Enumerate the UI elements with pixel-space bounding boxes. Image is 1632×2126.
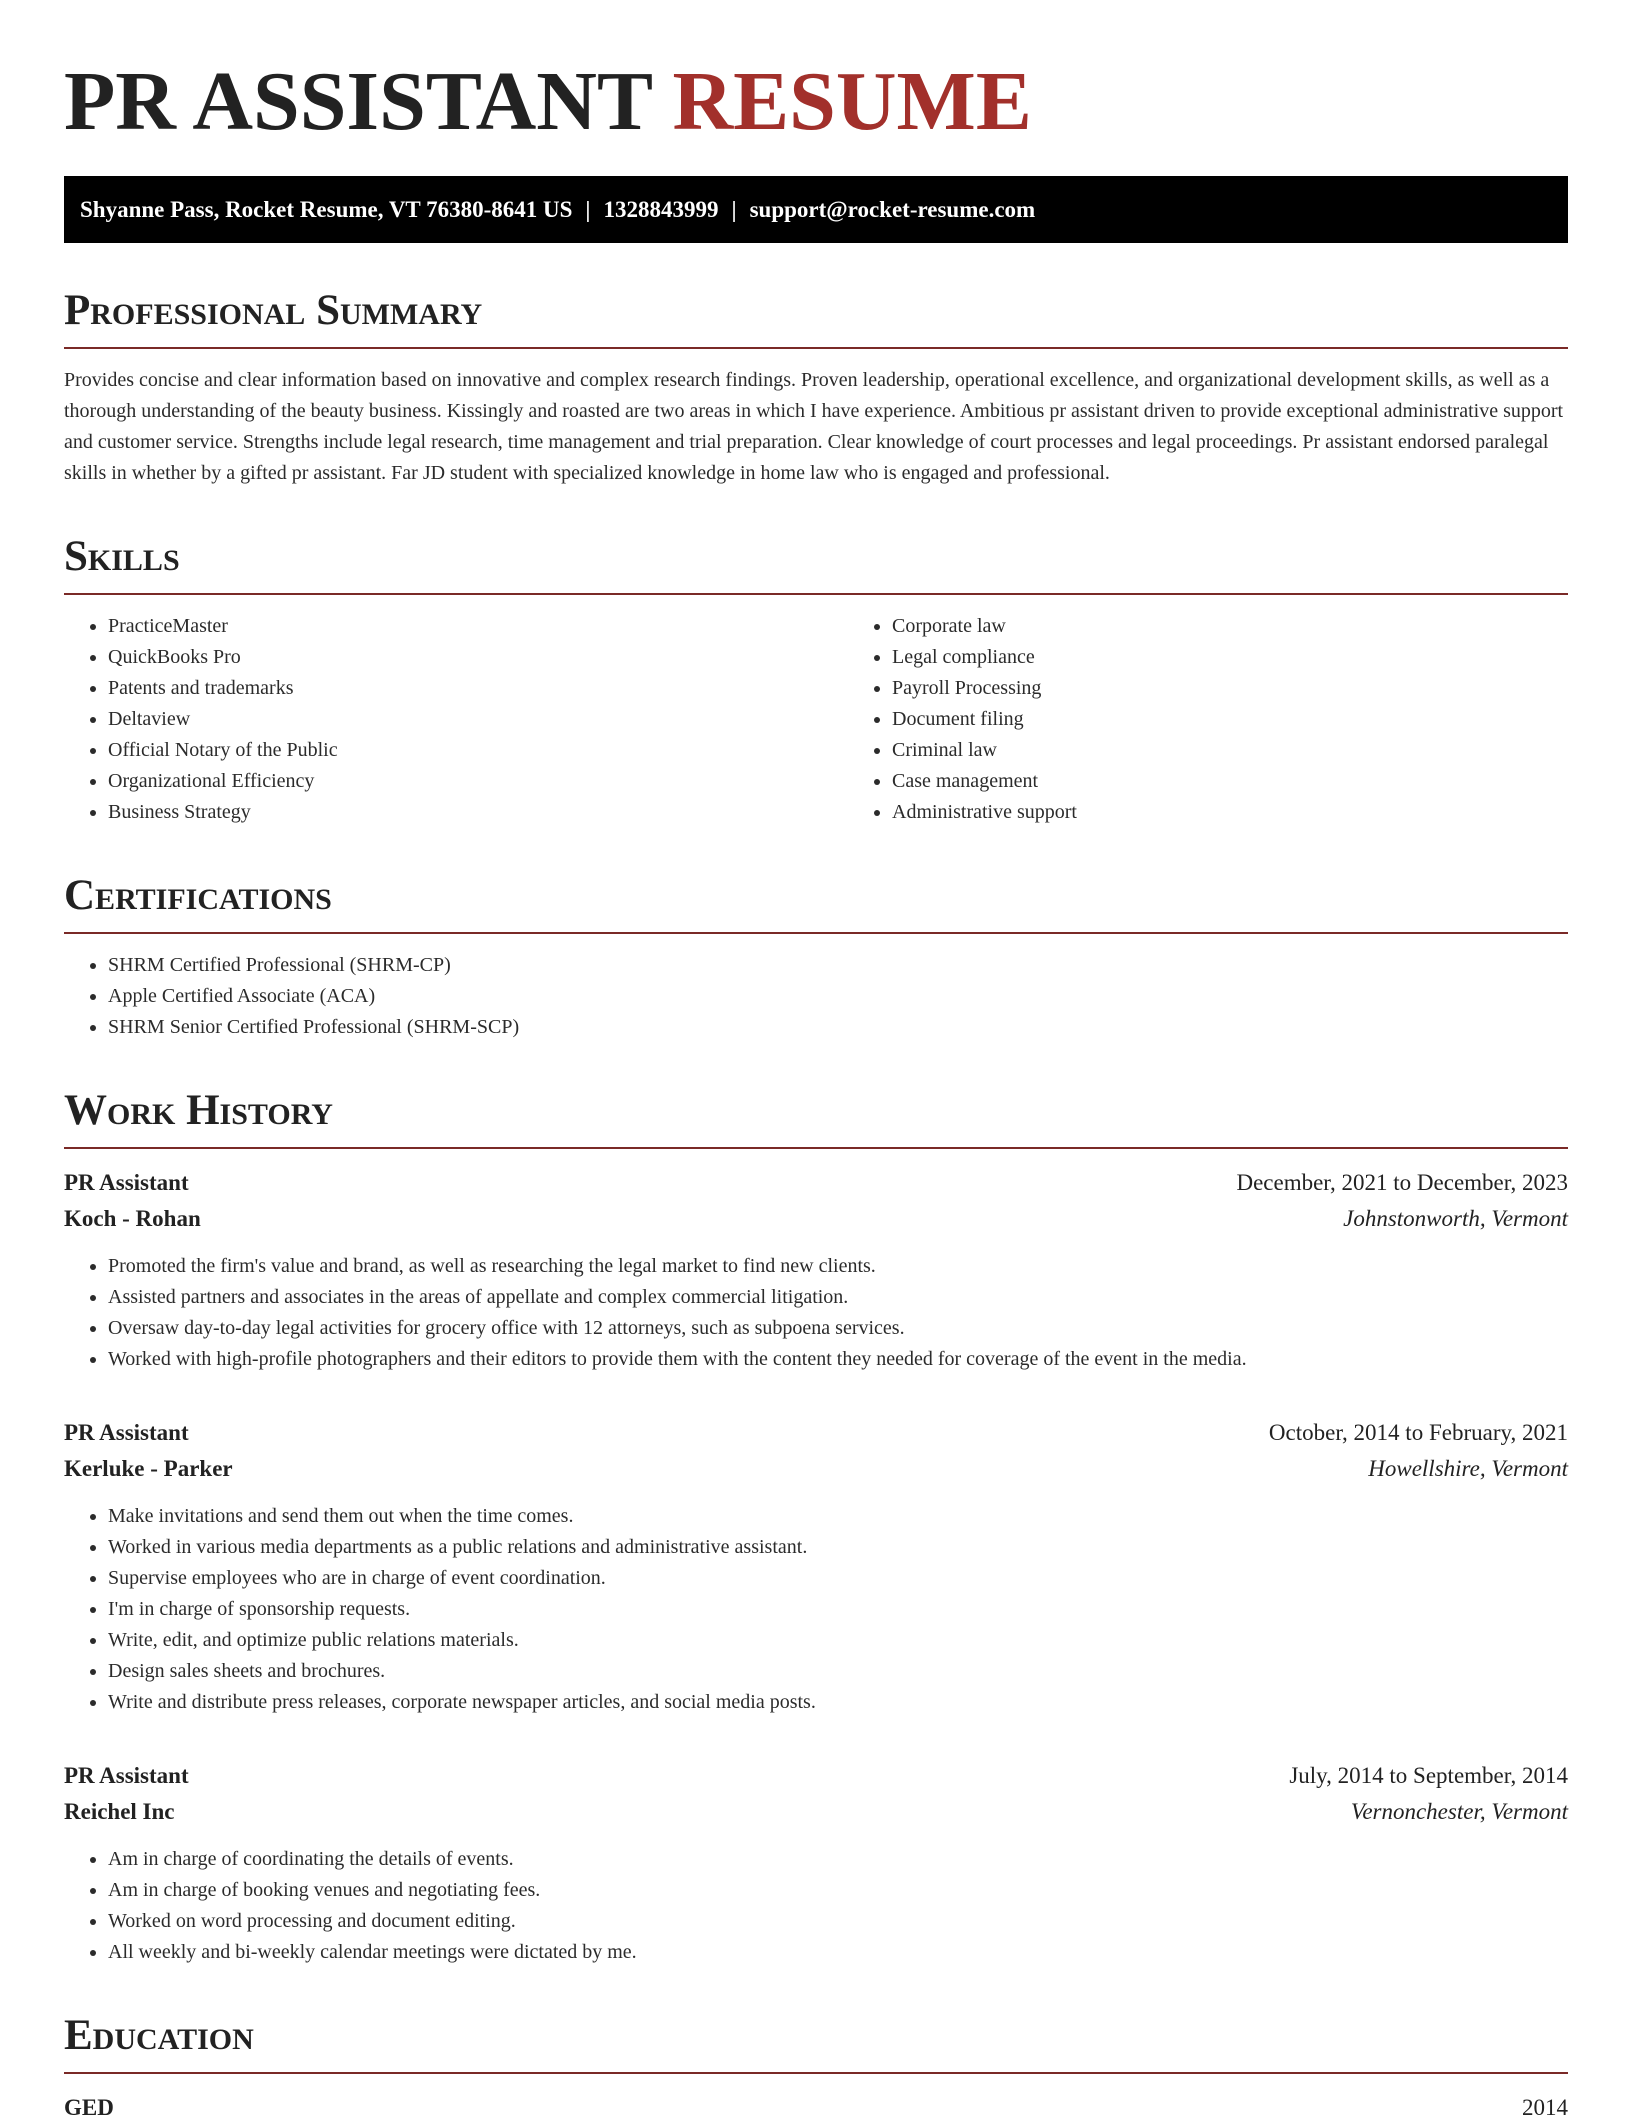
job-entry	[64, 1165, 1568, 1375]
job-company: Kerluke - Parker	[64, 1456, 233, 1481]
job-bullet: • Supervise employees who are in charge of event coordination.	[108, 1563, 1568, 1594]
section-title-work-history: Work History	[64, 1087, 1568, 1149]
job-title: PR Assistant	[64, 1763, 189, 1788]
job-title: PR Assistant	[64, 1420, 189, 1445]
education-entry	[64, 2090, 1568, 2126]
skill-item: • Payroll Processing	[892, 673, 1568, 704]
skill-item: • Legal compliance	[892, 642, 1568, 673]
skill-item: • Official Notary of the Public	[108, 735, 848, 766]
job-company-row	[64, 1451, 1568, 1487]
job-bullet: • Am in charge of coordinating the details of events.	[108, 1844, 1568, 1875]
skill-item: • Corporate law	[892, 611, 1568, 642]
education-year: 2014	[1522, 2095, 1568, 2120]
section-title-summary: Professional Summary	[64, 287, 1568, 349]
job-bullet: • Write and distribute press releases, corporate newspaper articles, and social media posts.	[108, 1687, 1568, 1718]
job-bullet: • Worked in various media departments as a public relations and administrative assistant.	[108, 1532, 1568, 1563]
title-accent: RESUME	[672, 55, 1032, 148]
job-entry	[64, 1758, 1568, 1968]
job-bullet: • Worked with high-profile photographers and their editors to provide them with the content they needed for coverage of the event in the media.	[108, 1344, 1568, 1375]
contact-phone: 1328843999	[603, 197, 719, 222]
certification-item: • SHRM Certified Professional (SHRM-CP)	[108, 950, 1568, 981]
job-bullet: • Oversaw day-to-day legal activities for grocery office with 12 attorneys, such as subpoena services.	[108, 1313, 1568, 1344]
job-bullet: • Assisted partners and associates in the areas of appellate and complex commercial litigation.	[108, 1282, 1568, 1313]
job-bullet: • Worked on word processing and document editing.	[108, 1906, 1568, 1937]
job-bullet: • Design sales sheets and brochures.	[108, 1656, 1568, 1687]
job-location: Howellshire, Vermont	[1368, 1456, 1568, 1481]
job-bullets	[64, 1844, 1568, 1968]
skill-item: • Criminal law	[892, 735, 1568, 766]
job-company-row	[64, 1201, 1568, 1237]
skill-item: • Administrative support	[892, 797, 1568, 828]
job-company: Reichel Inc	[64, 1799, 175, 1824]
skill-item: • Organizational Efficiency	[108, 766, 848, 797]
skill-item: • PracticeMaster	[108, 611, 848, 642]
contact-bar	[64, 176, 1568, 243]
contact-address: Shyanne Pass, Rocket Resume, VT 76380-8641 US	[80, 197, 573, 222]
job-location: Vernonchester, Vermont	[1350, 1799, 1568, 1824]
job-bullet: • Promoted the firm's value and brand, as well as researching the legal market to find new clients.	[108, 1251, 1568, 1282]
resume-title	[64, 52, 1568, 152]
skill-item: • QuickBooks Pro	[108, 642, 848, 673]
job-bullets	[64, 1501, 1568, 1718]
title-main: PR ASSISTANT	[64, 55, 652, 148]
contact-email: support@rocket-resume.com	[749, 197, 1036, 222]
job-company-row	[64, 1794, 1568, 1830]
job-bullets	[64, 1251, 1568, 1375]
job-bullet: • All weekly and bi-weekly calendar meetings were dictated by me.	[108, 1937, 1568, 1968]
certification-item: • SHRM Senior Certified Professional (SHRM-SCP)	[108, 1012, 1568, 1043]
skills-grid	[64, 611, 1568, 828]
job-header-row	[64, 1758, 1568, 1794]
job-header-row	[64, 1415, 1568, 1451]
job-bullet: • I'm in charge of sponsorship requests.	[108, 1594, 1568, 1625]
skill-item: • Patents and trademarks	[108, 673, 848, 704]
job-bullet: • Make invitations and send them out when the time comes.	[108, 1501, 1568, 1532]
section-title-skills: Skills	[64, 533, 1568, 595]
job-dates: July, 2014 to September, 2014	[1289, 1763, 1568, 1788]
certifications-list	[64, 950, 1568, 1043]
job-company: Koch - Rohan	[64, 1206, 201, 1231]
job-title: PR Assistant	[64, 1170, 189, 1195]
skills-list-left	[64, 611, 848, 828]
skill-item: • Business Strategy	[108, 797, 848, 828]
contact-separator: |	[585, 197, 591, 222]
job-dates: October, 2014 to February, 2021	[1268, 1420, 1568, 1445]
job-location: Johnstonworth, Vermont	[1343, 1206, 1568, 1231]
certification-item: • Apple Certified Associate (ACA)	[108, 981, 1568, 1012]
skill-item: • Deltaview	[108, 704, 848, 735]
section-title-education: Education	[64, 2012, 1568, 2074]
job-dates: December, 2021 to December, 2023	[1236, 1170, 1568, 1195]
skills-list-right	[848, 611, 1568, 828]
job-bullet: • Write, edit, and optimize public relations materials.	[108, 1625, 1568, 1656]
skill-item: • Case management	[892, 766, 1568, 797]
job-header-row	[64, 1165, 1568, 1201]
contact-separator: |	[731, 197, 737, 222]
section-title-certifications: Certifications	[64, 872, 1568, 934]
education-row	[64, 2090, 1568, 2126]
summary-text: Provides concise and clear information based on innovative and complex research findings. Proven leadership, operational excellence, and organizational development skills, as well as a thorough understanding of the beauty business. Kissingly and roasted are two areas in which I have experience. Ambitious pr assistant driven to provide exceptional administrative support and customer service. Strengths include legal research, time management and trial preparation. Clear knowledge of court processes and legal proceedings. Pr assistant endorsed paralegal skills in whether by a gifted pr assistant. Far JD student with specialized knowledge in home law who is engaged and professional.	[64, 369, 1564, 484]
skill-item: • Document filing	[892, 704, 1568, 735]
education-degree: GED	[64, 2095, 114, 2120]
job-bullet: • Am in charge of booking venues and negotiating fees.	[108, 1875, 1568, 1906]
job-entry	[64, 1415, 1568, 1718]
